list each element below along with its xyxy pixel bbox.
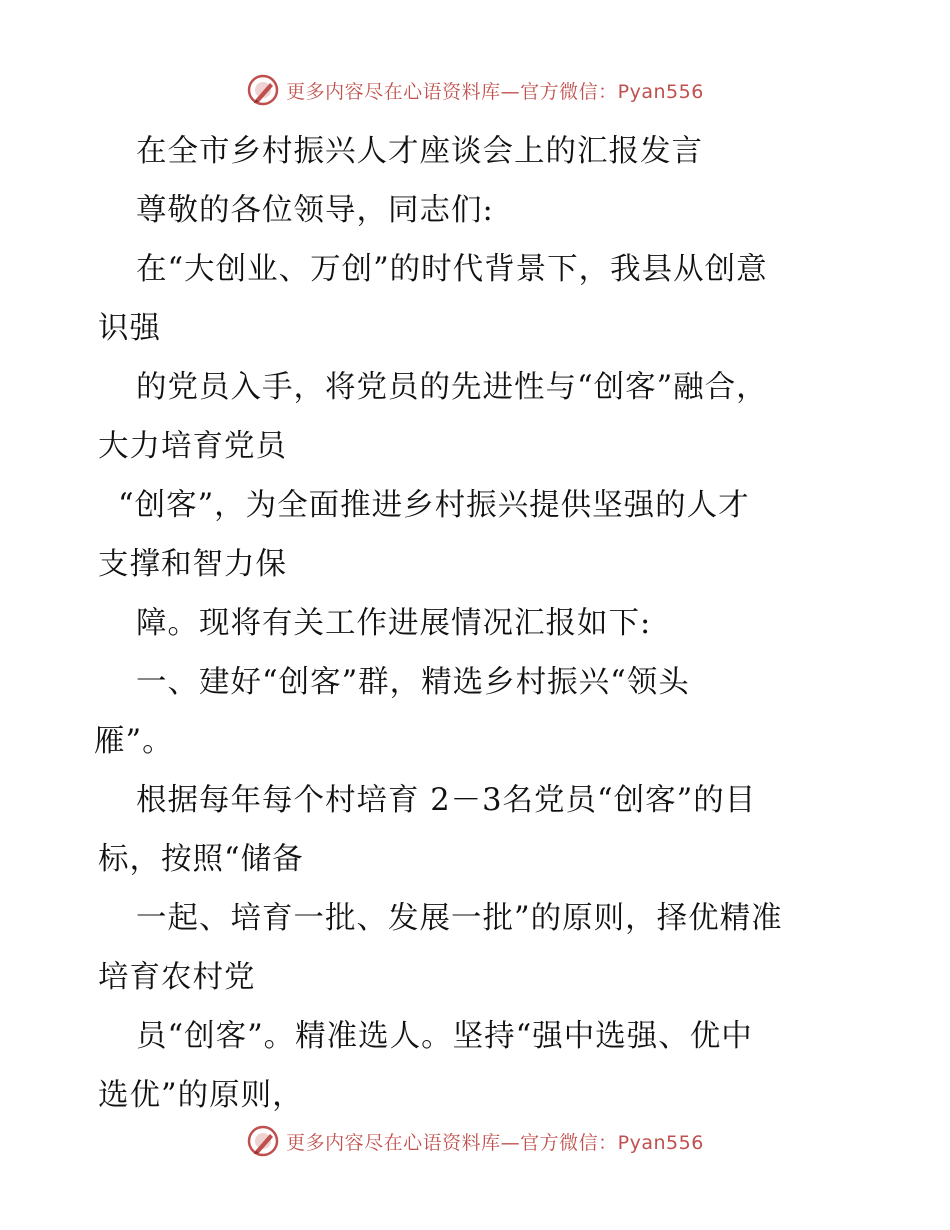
paragraph-line: 员“创客”。精准选人。坚持“强中选强、优中 xyxy=(136,1019,753,1054)
paragraph-line: 支撑和智力保 xyxy=(98,547,287,582)
document-title: 在全市乡村振兴人才座谈会上的汇报发言 xyxy=(136,134,703,169)
paragraph-line: 培育农村党 xyxy=(98,960,256,995)
watermark-text: 更多内容尽在心语资料库—官方微信：Pyan556 xyxy=(286,80,704,103)
paragraph-line: 障。现将有关工作进展情况汇报如下: xyxy=(136,606,652,641)
document-body xyxy=(94,122,858,1125)
pen-seal-icon xyxy=(246,73,280,107)
section-heading: 一、建好“创客”群，精选乡村振兴“领头 xyxy=(136,665,690,700)
section-heading: 雁”。 xyxy=(94,724,174,759)
paragraph-line: “创客”，为全面推进乡村振兴提供坚强的人才 xyxy=(118,488,750,523)
paragraph-line: 识强 xyxy=(98,311,161,346)
paragraph-line: 的党员入手，将党员的先进性与“创客”融合， xyxy=(136,370,768,405)
watermark-footer xyxy=(0,1124,950,1158)
paragraph-line: 标，按照“储备 xyxy=(98,842,304,877)
pen-seal-icon xyxy=(246,1124,280,1158)
watermark-header xyxy=(0,73,950,107)
watermark-text: 更多内容尽在心语资料库—官方微信：Pyan556 xyxy=(286,1131,704,1154)
paragraph-line: 选优”的原则， xyxy=(98,1078,304,1113)
paragraph-line: 在“大创业、万创”的时代背景下，我县从创意 xyxy=(136,252,768,287)
paragraph-line: 根据每年每个村培育 2－3名党员“创客”的目 xyxy=(136,783,757,818)
paragraph-line: 大力培育党员 xyxy=(98,429,287,464)
salutation: 尊敬的各位领导，同志们: xyxy=(136,193,494,228)
paragraph-line: 一起、培育一批、发展一批”的原则，择优精准 xyxy=(136,901,783,936)
